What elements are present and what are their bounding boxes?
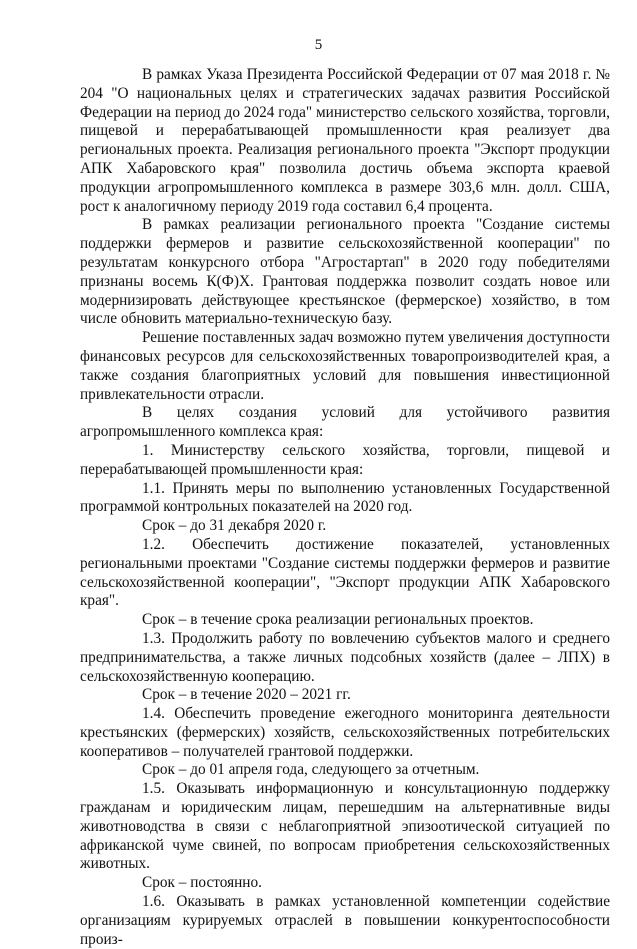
paragraph-item-1-1: 1.1. Принять меры по выполнению установленных Государственной программой контрольных показателей на 2020 год. [80, 479, 610, 516]
paragraph-item-1-3: 1.3. Продолжить работу по вовлечению субъектов малого и среднего предпринимательства, а также личных подсобных хозяйств (далее – ЛПХ) в сельскохозяйственную кооперацию. [80, 629, 610, 685]
paragraph-item-1-2: 1.2. Обеспечить достижение показателей, установленных региональными проектами "Создание системы поддержки фермеров и развитие сельскохозяйственной кооперации", "Экспорт продукции АПК Хабаровского края". [80, 535, 610, 610]
page-number: 5 [314, 37, 323, 53]
paragraph-deadline-1-2: Срок – в течение срока реализации региональных проектов. [142, 611, 534, 629]
document-body [80, 66, 610, 949]
paragraph-regional-project: В рамках реализации регионального проекта "Создание системы поддержки фермеров и развитие сельскохозяйственной кооперации" по результатам конкурсного отбора "Агростартап" в 2020 году победителями признаны восемь К(Ф)Х. Грантовая поддержка позволит создать новое или модернизировать действующее крестьянское (фермерское) хозяйство, в том числе обновить материально-техническую базу. [80, 216, 610, 328]
paragraph-item-1: 1. Министерству сельского хозяйства, торговли, пищевой и перерабатывающей промышленности края: [80, 441, 610, 478]
paragraph-financial-resources: Решение поставленных задач возможно путем увеличения доступности финансовых ресурсов для сельскохозяйственных товаропроизводителей края, а также создания благоприятных условий для повышения инвестиционной привлекательности отрасли. [80, 329, 610, 403]
paragraph-intro-decree: В рамках Указа Президента Российской Федерации от 07 мая 2018 г. № 204 "О национальных целях и стратегических задачах развития Российской Федерации на период до 2024 года" министерство сельского хозяйства, торговли, пищевой и перерабатывающей промышленности края реализует два региональных проекта. Реализация регионального проекта "Экспорт продукции АПК Хабаровского края" позволила достичь объема экспорта краевой продукции агропромышленного комплекса в размере 303,6 млн. долл. США, рост к аналогичному периоду 2019 года составил 6,4 процента. [80, 66, 610, 215]
paragraph-item-1-5: 1.5. Оказывать информационную и консультационную поддержку гражданам и юридическим лицам, перешедшим на альтернативные виды животноводства в связи с неблагоприятной эпизоотической ситуацией по африканской чуме свиней, по вопросам приобретения сельскохозяйственных животных. [80, 780, 610, 873]
paragraph-deadline-1-1: Срок – до 31 декабря 2020 г. [142, 517, 327, 535]
paragraph-deadline-1-5: Срок – постоянно. [142, 874, 262, 892]
paragraph-goals-intro: В целях создания условий для устойчивого развития агропромышленного комплекса края: [80, 404, 610, 441]
paragraph-deadline-1-4: Срок – до 01 апреля года, следующего за отчетным. [142, 761, 480, 779]
paragraph-deadline-1-3: Срок – в течение 2020 – 2021 гг. [142, 686, 351, 704]
paragraph-item-1-4: 1.4. Обеспечить проведение ежегодного мониторинга деятельности крестьянских (фермерских) хозяйств, сельскохозяйственных потребительских кооперативов – получателей грантовой поддержки. [80, 705, 610, 760]
paragraph-item-1-6: 1.6. Оказывать в рамках установленной компетенции содействие организациям курируемых отраслей в повышении конкурентоспособности произ- [80, 893, 610, 948]
